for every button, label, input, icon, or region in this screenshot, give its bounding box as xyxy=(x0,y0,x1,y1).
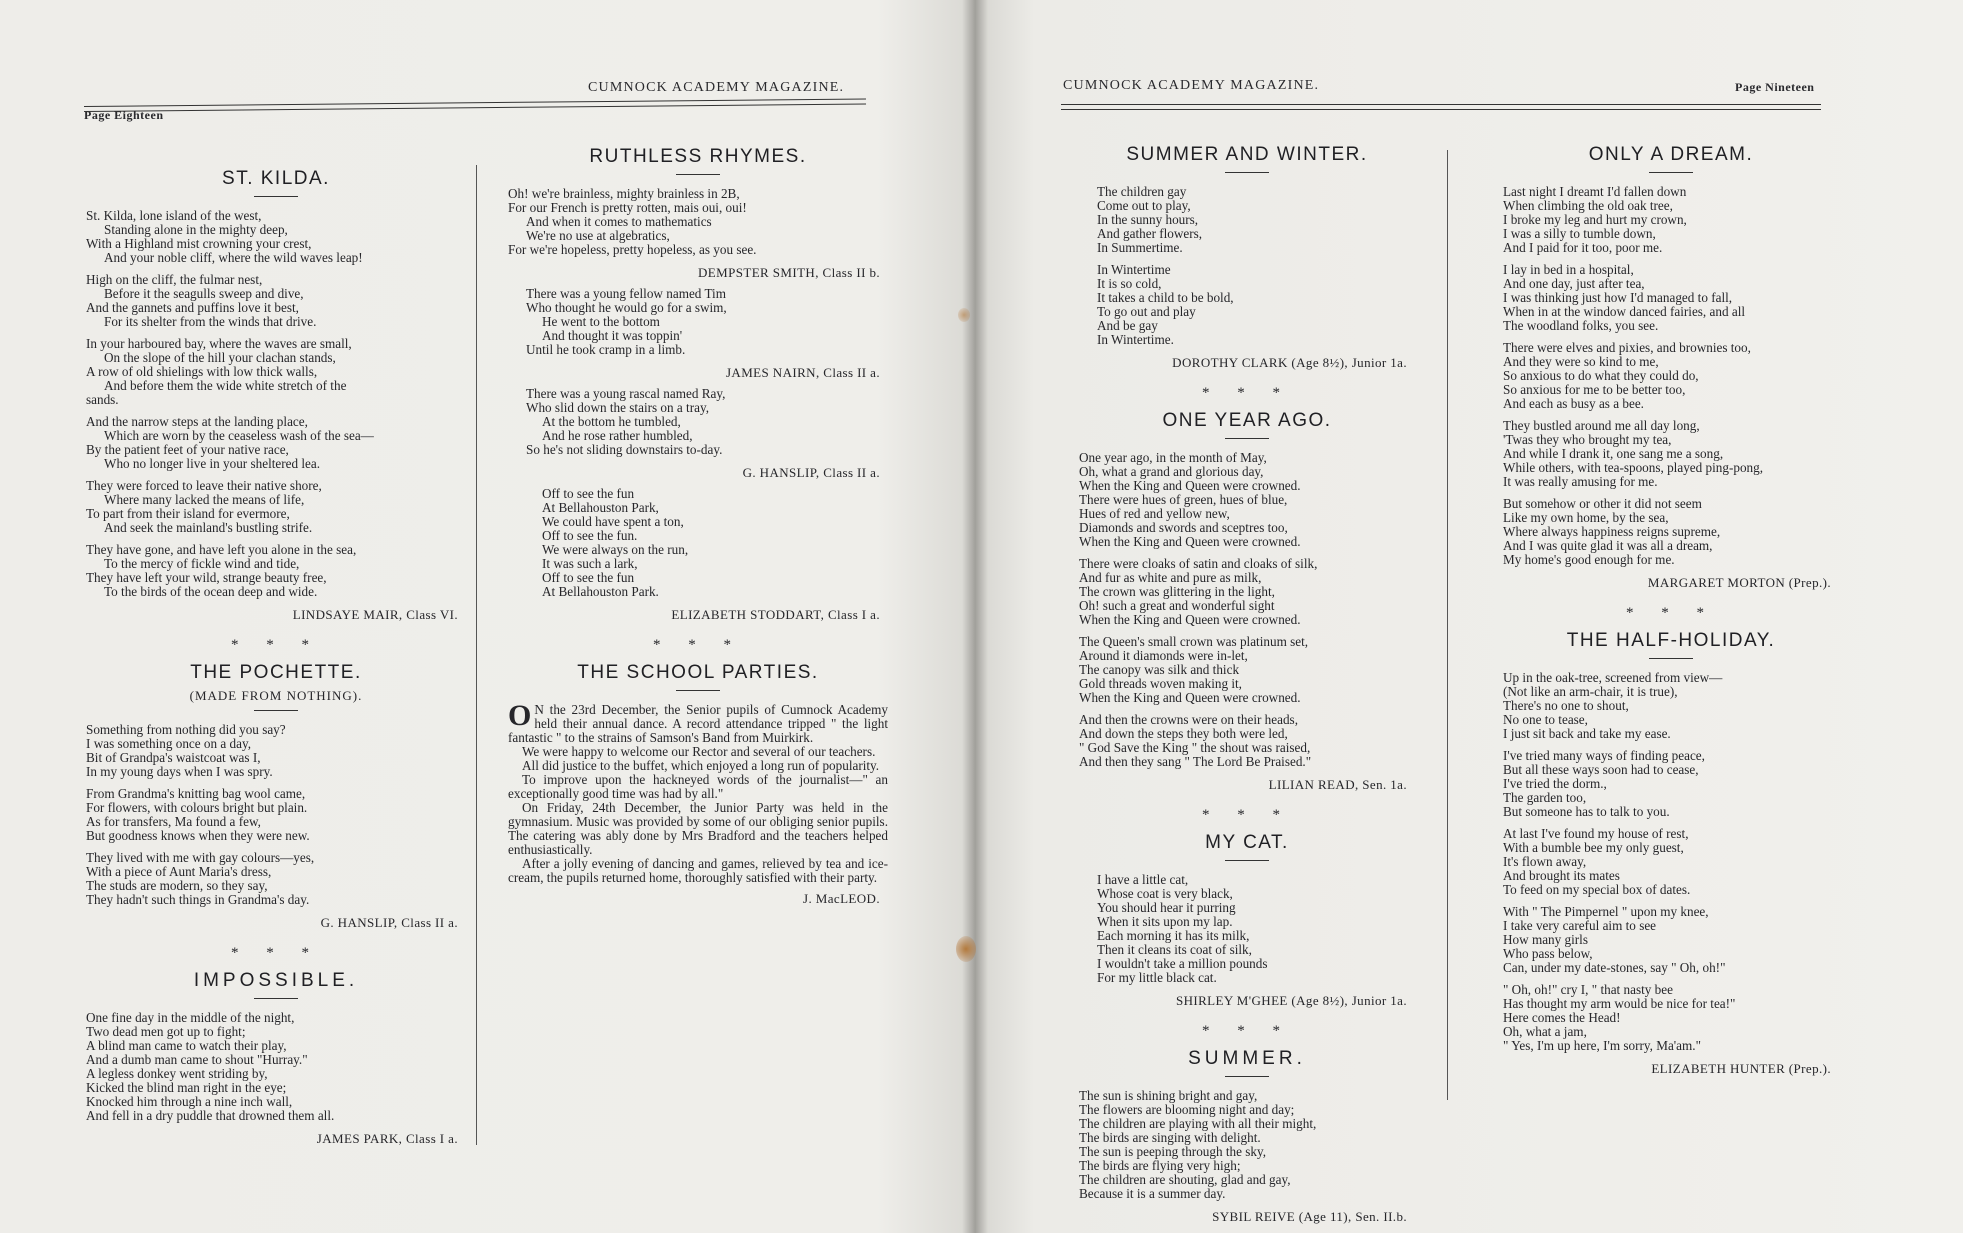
poem-line: When climbing the old oak tree, xyxy=(1503,198,1673,213)
poem-line: Which are worn by the ceaseless wash of the sea— xyxy=(104,428,374,443)
author-credit: JAMES NAIRN, Class II a. xyxy=(725,365,880,380)
section-title: SUMMER. xyxy=(1188,1048,1306,1069)
author-credit: DOROTHY CLARK (Age 8½), Junior 1a. xyxy=(1172,355,1407,370)
stanza xyxy=(1503,905,1839,975)
author-credit: SHIRLEY M'GHEE (Age 8½), Junior 1a. xyxy=(1175,993,1407,1008)
poem-line: When the King and Queen were crowned. xyxy=(1079,612,1301,627)
poem-line: And they were so kind to me, xyxy=(1503,354,1659,369)
stanza xyxy=(1079,263,1415,347)
poem-section xyxy=(1079,1048,1415,1225)
poem-line: There was a young rascal named Ray, xyxy=(526,386,726,401)
poem-line: Hues of red and yellow new, xyxy=(1079,506,1230,521)
section-title: MY CAT. xyxy=(1205,832,1289,853)
page-number: Page Eighteen xyxy=(84,108,164,122)
poem-line: And each as busy as a bee. xyxy=(1503,396,1644,411)
stanza xyxy=(1079,873,1415,985)
poem-line: In your harboured bay, where the waves are small, xyxy=(86,336,352,351)
title-rule xyxy=(1649,658,1693,659)
section-title: THE HALF-HOLIDAY. xyxy=(1566,630,1776,651)
stanza xyxy=(1503,263,1839,333)
poem-line: High on the cliff, the fulmar nest, xyxy=(86,272,263,287)
poem-line: But goodness knows when they were new. xyxy=(86,828,310,843)
stanza xyxy=(86,723,466,779)
poem-line: Before it the seagulls sweep and dive, xyxy=(104,286,304,301)
poem-line: I lay in bed in a hospital, xyxy=(1503,262,1634,277)
stanza xyxy=(1503,983,1839,1053)
stanza xyxy=(1079,635,1415,705)
poem-line: A row of old shielings with low thick walls, xyxy=(86,364,318,379)
poem-line: My home's good enough for me. xyxy=(1503,552,1675,567)
book-gutter xyxy=(962,0,988,1233)
right-column-1 xyxy=(1079,144,1415,1233)
poem-line: But somehow or other it did not seem xyxy=(1503,496,1702,511)
section-separator: * * * xyxy=(1202,807,1292,823)
poem-line: Around it diamonds were in-let, xyxy=(1079,648,1248,663)
poem-line: And fur as white and pure as milk, xyxy=(1079,570,1262,585)
poem-line: It takes a child to be bold, xyxy=(1097,290,1234,305)
poem-line: They have gone, and have left you alone in the sea, xyxy=(86,542,357,557)
poem-line: On the slope of the hill your clachan stands, xyxy=(104,350,336,365)
stanza xyxy=(1503,671,1839,741)
poem-line: I take very careful aim to see xyxy=(1503,918,1657,933)
poem-line: I broke my leg and hurt my crown, xyxy=(1503,212,1687,227)
stanza xyxy=(86,1011,466,1123)
poem-line: Two dead men got up to fight; xyxy=(86,1024,246,1039)
author-credit: G. HANSLIP, Class II a. xyxy=(320,915,458,930)
title-rule xyxy=(254,196,298,197)
poem-line: And gather flowers, xyxy=(1097,226,1203,241)
poem-line: He went to the bottom xyxy=(542,314,660,329)
poem-section xyxy=(1503,630,1839,1077)
section-separator: * * * xyxy=(1202,1023,1292,1039)
poem-line: Knocked him through a nine inch wall, xyxy=(86,1094,293,1109)
stanza xyxy=(86,543,466,599)
poem-line: As for transfers, Ma found a few, xyxy=(86,814,261,829)
poem-line: By the patient feet of your native race, xyxy=(86,442,289,457)
poem-line: And he rose rather humbled, xyxy=(542,428,693,443)
poem-line: sands. xyxy=(86,392,119,407)
paragraph: On Friday, 24th December, the Junior Party was held in the gymnasium. Music was provided by some of our obliging senior pupils. The catering was ably done by Mrs Bradford and the teachers helped enthusiastically. xyxy=(508,800,888,857)
poem-line: And the gannets and puffins love it best, xyxy=(86,300,299,315)
poem-line: When the King and Queen were crowned. xyxy=(1079,478,1301,493)
poem-line: A legless donkey went striding by, xyxy=(86,1066,268,1081)
poem-section xyxy=(1503,144,1839,591)
section-separator: * * * xyxy=(653,637,743,653)
stanza xyxy=(1079,185,1415,255)
header-rule xyxy=(84,98,866,112)
poem-line: They have left your wild, strange beauty free, xyxy=(86,570,327,585)
paragraph: After a jolly evening of dancing and games, relieved by tea and ice-cream, the pupils returned home, thoroughly satisfied with their party. xyxy=(508,856,888,885)
poem-line: Off to see the fun xyxy=(542,486,635,501)
poem-line: To feed on my special box of dates. xyxy=(1503,882,1691,897)
stanza xyxy=(1503,185,1839,255)
poem-line: I just sit back and take my ease. xyxy=(1503,726,1671,741)
poem-line: For our French is pretty rotten, mais oui, oui! xyxy=(508,200,747,215)
poem-line: And while I drank it, one sang me a song, xyxy=(1503,446,1724,461)
poem-line: Diamonds and swords and sceptres too, xyxy=(1079,520,1288,535)
poem-line: But someone has to talk to you. xyxy=(1503,804,1670,819)
poem-line: I've tried the dorm., xyxy=(1503,776,1607,791)
poem-line: Kicked the blind man right in the eye; xyxy=(86,1080,287,1095)
poem-line: And thought it was toppin' xyxy=(542,328,683,343)
title-rule xyxy=(1225,438,1269,439)
poem-line: Where always happiness reigns supreme, xyxy=(1503,524,1721,539)
poem-line: The children are playing with all their might, xyxy=(1079,1116,1317,1131)
title-rule xyxy=(254,998,298,999)
poem-line: Gold threads woven making it, xyxy=(1079,676,1242,691)
poem-line: And I was quite glad it was all a dream, xyxy=(1503,538,1713,553)
poem-line: And the narrow steps at the landing place, xyxy=(86,414,308,429)
author-credit: ELIZABETH STODDART, Class I a. xyxy=(671,607,880,622)
poem-line: (Not like an arm-chair, it is true), xyxy=(1503,684,1678,699)
poem-line: Oh! such a great and wonderful sight xyxy=(1079,598,1275,613)
column-divider xyxy=(476,165,477,1145)
poem-line: I was a silly to tumble down, xyxy=(1503,226,1656,241)
stanza xyxy=(508,487,888,599)
stanza xyxy=(1503,749,1839,819)
poem-section xyxy=(86,662,466,931)
section-separator: * * * xyxy=(231,637,321,653)
poem-line: And then they sang " The Lord Be Praised." xyxy=(1079,754,1312,769)
page-number: Page Nineteen xyxy=(1735,80,1815,94)
poem-line: Who thought he would go for a swim, xyxy=(526,300,727,315)
stanza xyxy=(1503,827,1839,897)
poem-line: " Oh, oh!" cry I, " that nasty bee xyxy=(1503,982,1673,997)
poem-line: And then the crowns were on their heads, xyxy=(1079,712,1298,727)
poem-line: It was such a lark, xyxy=(542,556,638,571)
left-page xyxy=(0,0,975,1233)
poem-line: The studs are modern, so they say, xyxy=(86,878,268,893)
poem-line: Last night I dreamt I'd fallen down xyxy=(1503,184,1687,199)
stanza xyxy=(86,479,466,535)
stanza xyxy=(86,273,466,329)
poem-line: I have a little cat, xyxy=(1097,872,1189,887)
poem-line: The garden too, xyxy=(1503,790,1587,805)
poem-line: For my little black cat. xyxy=(1097,970,1217,985)
poem-line: And be gay xyxy=(1097,318,1158,333)
stanza xyxy=(86,787,466,843)
poem-line: When it sits upon my lap. xyxy=(1097,914,1233,929)
poem-line: Bit of Grandpa's waistcoat was I, xyxy=(86,750,261,765)
poem-line: Oh, what a jam, xyxy=(1503,1024,1587,1039)
poem-line: I was something once on a day, xyxy=(86,736,252,751)
poem-line: The crown was glittering in the light, xyxy=(1079,584,1275,599)
poem-line: I've tried many ways of finding peace, xyxy=(1503,748,1705,763)
poem-line: I wouldn't take a million pounds xyxy=(1097,956,1268,971)
stanza xyxy=(508,387,888,457)
poem-line: With a Highland mist crowning your crest, xyxy=(86,236,312,251)
author-credit: LINDSAYE MAIR, Class VI. xyxy=(292,607,458,622)
poem-line: How many girls xyxy=(1503,932,1588,947)
stanza xyxy=(1503,341,1839,411)
stanza xyxy=(508,187,888,257)
article-section xyxy=(508,662,888,907)
poem-line: Off to see the fun. xyxy=(542,528,638,543)
poem-line: The children gay xyxy=(1097,184,1187,199)
poem-line: Up in the oak-tree, screened from view— xyxy=(1503,670,1723,685)
poem-line: With a piece of Aunt Maria's dress, xyxy=(86,864,272,879)
title-rule xyxy=(676,690,720,691)
poem-line: The birds are flying very high; xyxy=(1079,1158,1241,1173)
masthead: CUMNOCK ACADEMY MAGAZINE. xyxy=(1063,78,1320,93)
poem-section xyxy=(86,970,466,1147)
poem-line: Until he took cramp in a limb. xyxy=(526,342,686,357)
section-separator: * * * xyxy=(1626,605,1716,621)
poem-line: It is so cold, xyxy=(1097,276,1162,291)
section-title: ST. KILDA. xyxy=(222,168,330,189)
poem-line: Come out to play, xyxy=(1097,198,1191,213)
poem-line: St. Kilda, lone island of the west, xyxy=(86,208,262,223)
poem-line: So anxious to do what they could do, xyxy=(1503,368,1699,383)
poem-section xyxy=(1079,410,1415,793)
stanza xyxy=(1079,451,1415,549)
article-body xyxy=(508,699,888,885)
poem-line: In Wintertime. xyxy=(1097,332,1174,347)
poem-line: With " The Pimpernel " upon my knee, xyxy=(1503,904,1709,919)
poem-line: They hadn't such things in Grandma's day. xyxy=(86,892,310,907)
poem-line: With a bumble bee my only guest, xyxy=(1503,840,1684,855)
author-credit: LILIAN READ, Sen. 1a. xyxy=(1268,777,1407,792)
section-separator: * * * xyxy=(1202,385,1292,401)
poem-line: The flowers are blooming night and day; xyxy=(1079,1102,1295,1117)
poem-line: When the King and Queen were crowned. xyxy=(1079,534,1301,549)
paper-stain xyxy=(958,308,970,322)
poem-line: So anxious for me to be better too, xyxy=(1503,382,1686,397)
poem-line: To the birds of the ocean deep and wide. xyxy=(104,584,318,599)
title-rule xyxy=(1649,172,1693,173)
poem-line: But all these ways soon had to cease, xyxy=(1503,762,1699,777)
author-credit: G. HANSLIP, Class II a. xyxy=(742,465,880,480)
poem-line: The canopy was silk and thick xyxy=(1079,662,1240,677)
poem-line: At last I've found my house of rest, xyxy=(1503,826,1689,841)
poem-line: Here comes the Head! xyxy=(1503,1010,1621,1025)
poem-line: A blind man came to watch their play, xyxy=(86,1038,287,1053)
poem-line: Oh, what a grand and glorious day, xyxy=(1079,464,1264,479)
paragraph: All did justice to the buffet, which enjoyed a long run of popularity. xyxy=(522,758,880,773)
masthead: CUMNOCK ACADEMY MAGAZINE. xyxy=(588,80,845,95)
poem-line: Because it is a summer day. xyxy=(1079,1186,1226,1201)
poem-line: To part from their island for evermore, xyxy=(86,506,290,521)
poem-line: The woodland folks, you see. xyxy=(1503,318,1659,333)
poem-line: They bustled around me all day long, xyxy=(1503,418,1700,433)
stanza xyxy=(86,415,466,471)
poem-line: There was a young fellow named Tim xyxy=(526,286,726,301)
poem-line: " God Save the King " the shout was raised, xyxy=(1079,740,1311,755)
poem-line: The children are shouting, glad and gay, xyxy=(1079,1172,1291,1187)
poem-line: Something from nothing did you say? xyxy=(86,722,286,737)
poem-line: The birds are singing with delight. xyxy=(1079,1130,1261,1145)
poem-line: And one day, just after tea, xyxy=(1503,276,1645,291)
poem-line: Who pass below, xyxy=(1503,946,1593,961)
stanza xyxy=(1079,557,1415,627)
poem-line: The sun is peeping through the sky, xyxy=(1079,1144,1267,1159)
poem-line: Off to see the fun xyxy=(542,570,635,585)
poem-line: At the bottom he tumbled, xyxy=(542,414,681,429)
poem-line: They were forced to leave their native shore, xyxy=(86,478,322,493)
poem-line: We could have spent a ton, xyxy=(542,514,684,529)
paragraph: We were happy to welcome our Rector and several of our teachers. xyxy=(522,744,876,759)
poem-line: Each morning it has its milk, xyxy=(1097,928,1250,943)
author-credit: J. MacLEOD. xyxy=(803,891,880,906)
poem-line: They lived with me with gay colours—yes, xyxy=(86,850,315,865)
poem-line: For we're hopeless, pretty hopeless, as you see. xyxy=(508,242,757,257)
title-rule xyxy=(254,710,298,711)
poem-line: And a dumb man came to shout "Hurray." xyxy=(86,1052,308,1067)
poem-line: You should hear it purring xyxy=(1097,900,1236,915)
poem-line: Whose coat is very black, xyxy=(1097,886,1233,901)
section-subtitle: (MADE FROM NOTHING). xyxy=(189,688,363,703)
stanza xyxy=(86,851,466,907)
poem-line: Oh! we're brainless, mighty brainless in 2B, xyxy=(508,186,740,201)
poem-line: It's flown away, xyxy=(1503,854,1587,869)
poem-line: When in at the window danced fairies, and all xyxy=(1503,304,1746,319)
poem-line: And fell in a dry puddle that drowned them all. xyxy=(86,1108,335,1123)
poem-line: And seek the mainland's bustling strife. xyxy=(104,520,313,535)
author-credit: JAMES PARK, Class I a. xyxy=(316,1131,458,1146)
poem-line: Like my own home, by the sea, xyxy=(1503,510,1669,525)
poem-line: At Bellahouston Park. xyxy=(542,584,659,599)
poem-line: No one to tease, xyxy=(1503,712,1588,727)
poem-line: Has thought my arm would be nice for tea!" xyxy=(1503,996,1736,1011)
poem-line: We were always on the run, xyxy=(542,542,689,557)
poem-line: It was really amusing for me. xyxy=(1503,474,1658,489)
section-title: SUMMER AND WINTER. xyxy=(1126,144,1368,165)
poem-line: The sun is shining bright and gay, xyxy=(1079,1088,1258,1103)
poem-line: In Summertime. xyxy=(1097,240,1183,255)
stanza xyxy=(1503,419,1839,489)
poem-line: In the sunny hours, xyxy=(1097,212,1199,227)
poem-line: And when it comes to mathematics xyxy=(526,214,712,229)
poem-line: In my young days when I was spry. xyxy=(86,764,273,779)
poem-line: To the mercy of fickle wind and tide, xyxy=(104,556,300,571)
left-column-2 xyxy=(508,146,888,921)
poem-line: And down the steps they both were led, xyxy=(1079,726,1288,741)
poem-line: 'Twas they who brought my tea, xyxy=(1503,432,1672,447)
section-title: THE SCHOOL PARTIES. xyxy=(577,662,819,683)
poem-line: At Bellahouston Park, xyxy=(542,500,659,515)
left-column-1 xyxy=(86,168,466,1161)
title-rule xyxy=(1225,1076,1269,1077)
poem-line: So he's not sliding downstairs to-day. xyxy=(526,442,723,457)
poem-line: Can, under my date-stones, say " Oh, oh!" xyxy=(1503,960,1726,975)
poem-line: Who slid down the stairs on a tray, xyxy=(526,400,710,415)
poem-line: There were cloaks of satin and cloaks of silk, xyxy=(1079,556,1318,571)
section-title: RUTHLESS RHYMES. xyxy=(589,146,807,167)
author-credit: MARGARET MORTON (Prep.). xyxy=(1647,575,1831,590)
title-rule xyxy=(1225,860,1269,861)
title-rule xyxy=(1225,172,1269,173)
poem-line: Standing alone in the mighty deep, xyxy=(104,222,288,237)
poem-line: Who no longer live in your sheltered lea. xyxy=(104,456,321,471)
title-rule xyxy=(676,174,720,175)
right-page xyxy=(975,0,1963,1233)
section-separator: * * * xyxy=(231,945,321,961)
column-divider xyxy=(1447,150,1448,1100)
poem-line: " Yes, I'm up here, I'm sorry, Ma'am." xyxy=(1503,1038,1701,1053)
author-credit: ELIZABETH HUNTER (Prep.). xyxy=(1651,1061,1831,1076)
paragraph: O N the 23rd December, the Senior pupils of Cumnock Academy held their annual dance. A record attendance tripped " the light fantastic " to the strains of Samson's Band from Muirkirk. xyxy=(508,699,888,745)
poem-line: For its shelter from the winds that drive. xyxy=(104,314,317,329)
poem-line: While others, with tea-spoons, played ping-pong, xyxy=(1503,460,1764,475)
poem-line: To go out and play xyxy=(1097,304,1196,319)
poem-line: When the King and Queen were crowned. xyxy=(1079,690,1301,705)
poem-line: And before them the wide white stretch of the xyxy=(104,378,347,393)
stanza xyxy=(86,337,466,407)
poem-line: Then it cleans its coat of silk, xyxy=(1097,942,1252,957)
section-title: THE POCHETTE. xyxy=(190,662,362,683)
poem-section xyxy=(508,146,888,623)
stanza xyxy=(508,287,888,357)
section-title: ONE YEAR AGO. xyxy=(1162,410,1332,431)
poem-section xyxy=(1079,144,1415,371)
poem-line: In Wintertime xyxy=(1097,262,1171,277)
poem-line: The Queen's small crown was platinum set, xyxy=(1079,634,1309,649)
poem-line: For flowers, with colours bright but plain. xyxy=(86,800,308,815)
stanza xyxy=(1079,713,1415,769)
poem-line: From Grandma's knitting bag wool came, xyxy=(86,786,306,801)
paper-stain xyxy=(956,936,976,962)
poem-line: And your noble cliff, where the wild waves leap! xyxy=(104,250,363,265)
paragraph: To improve upon the hackneyed words of the journalist—" an exceptionally good time was had by all." xyxy=(508,772,888,801)
drop-cap: O xyxy=(508,699,532,732)
poem-section xyxy=(1079,832,1415,1009)
author-credit: SYBIL REIVE (Age 11), Sen. II.b. xyxy=(1212,1209,1407,1224)
poem-line: One fine day in the middle of the night, xyxy=(86,1010,295,1025)
header-rule xyxy=(1061,104,1821,110)
poem-line: I was thinking just how I'd managed to fall, xyxy=(1503,290,1733,305)
poem-section xyxy=(86,168,466,623)
poem-line: Where many lacked the means of life, xyxy=(104,492,305,507)
stanza xyxy=(1503,497,1839,567)
poem-line: One year ago, in the month of May, xyxy=(1079,450,1267,465)
section-title: IMPOSSIBLE. xyxy=(193,970,359,991)
poem-line: There were elves and pixies, and brownies too, xyxy=(1503,340,1751,355)
poem-line: We're no use at algebratics, xyxy=(526,228,670,243)
author-credit: DEMPSTER SMITH, Class II b. xyxy=(698,265,880,280)
stanza xyxy=(86,209,466,265)
poem-line: And brought its mates xyxy=(1503,868,1620,883)
section-title: ONLY A DREAM. xyxy=(1588,144,1754,165)
poem-line: There's no one to shout, xyxy=(1503,698,1629,713)
poem-line: And I paid for it too, poor me. xyxy=(1503,240,1663,255)
stanza xyxy=(1079,1089,1415,1201)
poem-line: There were hues of green, hues of blue, xyxy=(1079,492,1288,507)
right-column-2 xyxy=(1503,144,1839,1091)
